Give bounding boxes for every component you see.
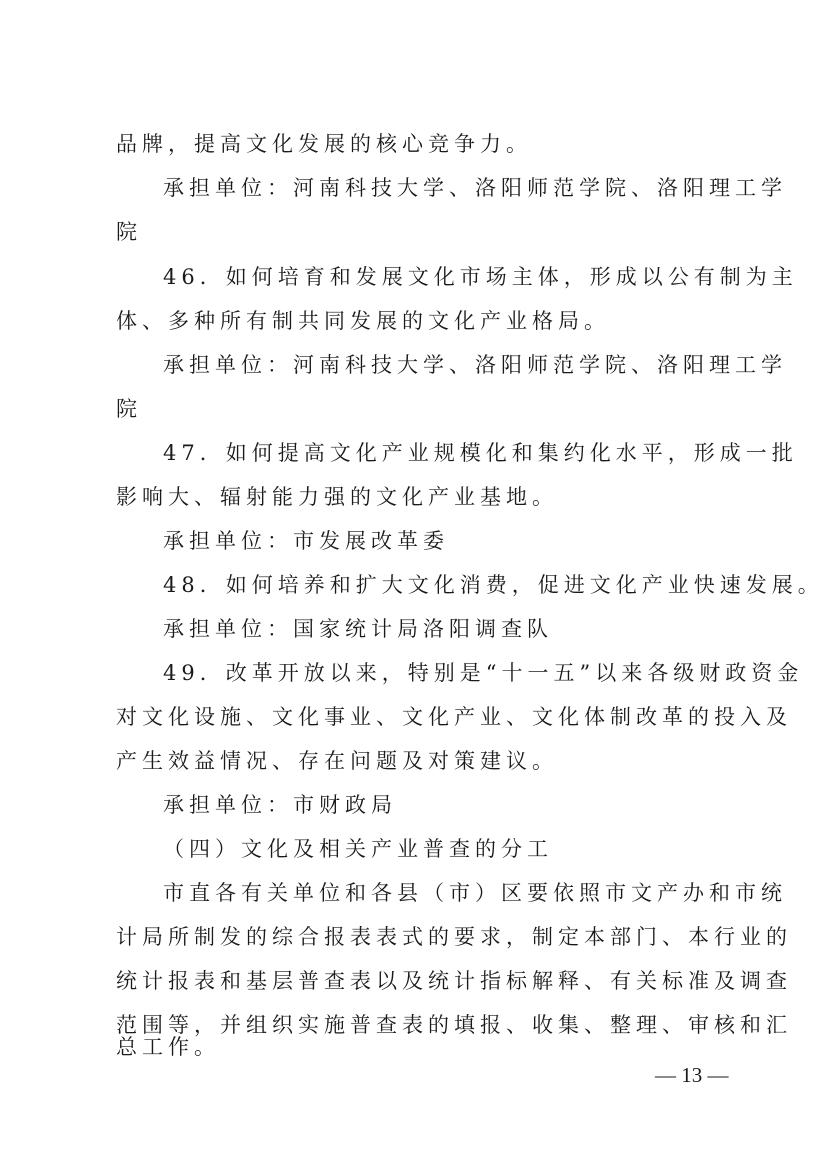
text-line: 49．改革开放以来，特别是“十一五”以来各级财政资金 — [163, 661, 804, 685]
text-line: 产生效益情况、存在问题及对策建议。 — [116, 749, 558, 773]
text-line: 承担单位：河南科技大学、洛阳师范学院、洛阳理工学 — [163, 176, 787, 200]
text-line: 46．如何培育和发展文化市场主体，形成以公有制为主 — [163, 265, 798, 289]
text-line: 承担单位：国家统计局洛阳调查队 — [163, 617, 553, 641]
text-line: 范围等，并组织实施普查表的填报、收集、整理、审核和汇 — [116, 1013, 792, 1037]
text-line: 统计报表和基层普查表以及统计指标解释、有关标准及调查 — [116, 969, 792, 993]
text-line: 计局所制发的综合报表表式的要求，制定本部门、本行业的 — [116, 925, 792, 949]
text-line: 品牌，提高文化发展的核心竞争力。 — [116, 132, 532, 156]
text-line: 总工作。 — [116, 1035, 220, 1059]
text-line: 48．如何培养和扩大文化消费，促进文化产业快速发展。 — [163, 573, 824, 597]
text-line: 院 — [116, 397, 142, 421]
text-line: 院 — [116, 220, 142, 244]
text-line: 承担单位：河南科技大学、洛阳师范学院、洛阳理工学 — [163, 353, 787, 377]
page-number: — 13 — — [655, 1063, 729, 1087]
text-line: 47．如何提高文化产业规模化和集约化水平，形成一批 — [163, 441, 798, 465]
text-line: 承担单位：市财政局 — [163, 793, 397, 817]
text-line: 影响大、辐射能力强的文化产业基地。 — [116, 485, 558, 509]
text-line: 市直各有关单位和各县（市）区要依照市文产办和市统 — [163, 881, 787, 905]
text-line: 承担单位：市发展改革委 — [163, 529, 449, 553]
text-line: 体、多种所有制共同发展的文化产业格局。 — [116, 309, 610, 333]
section-heading: （四）文化及相关产业普查的分工 — [163, 837, 553, 861]
text-line: 对文化设施、文化事业、文化产业、文化体制改革的投入及 — [116, 705, 792, 729]
